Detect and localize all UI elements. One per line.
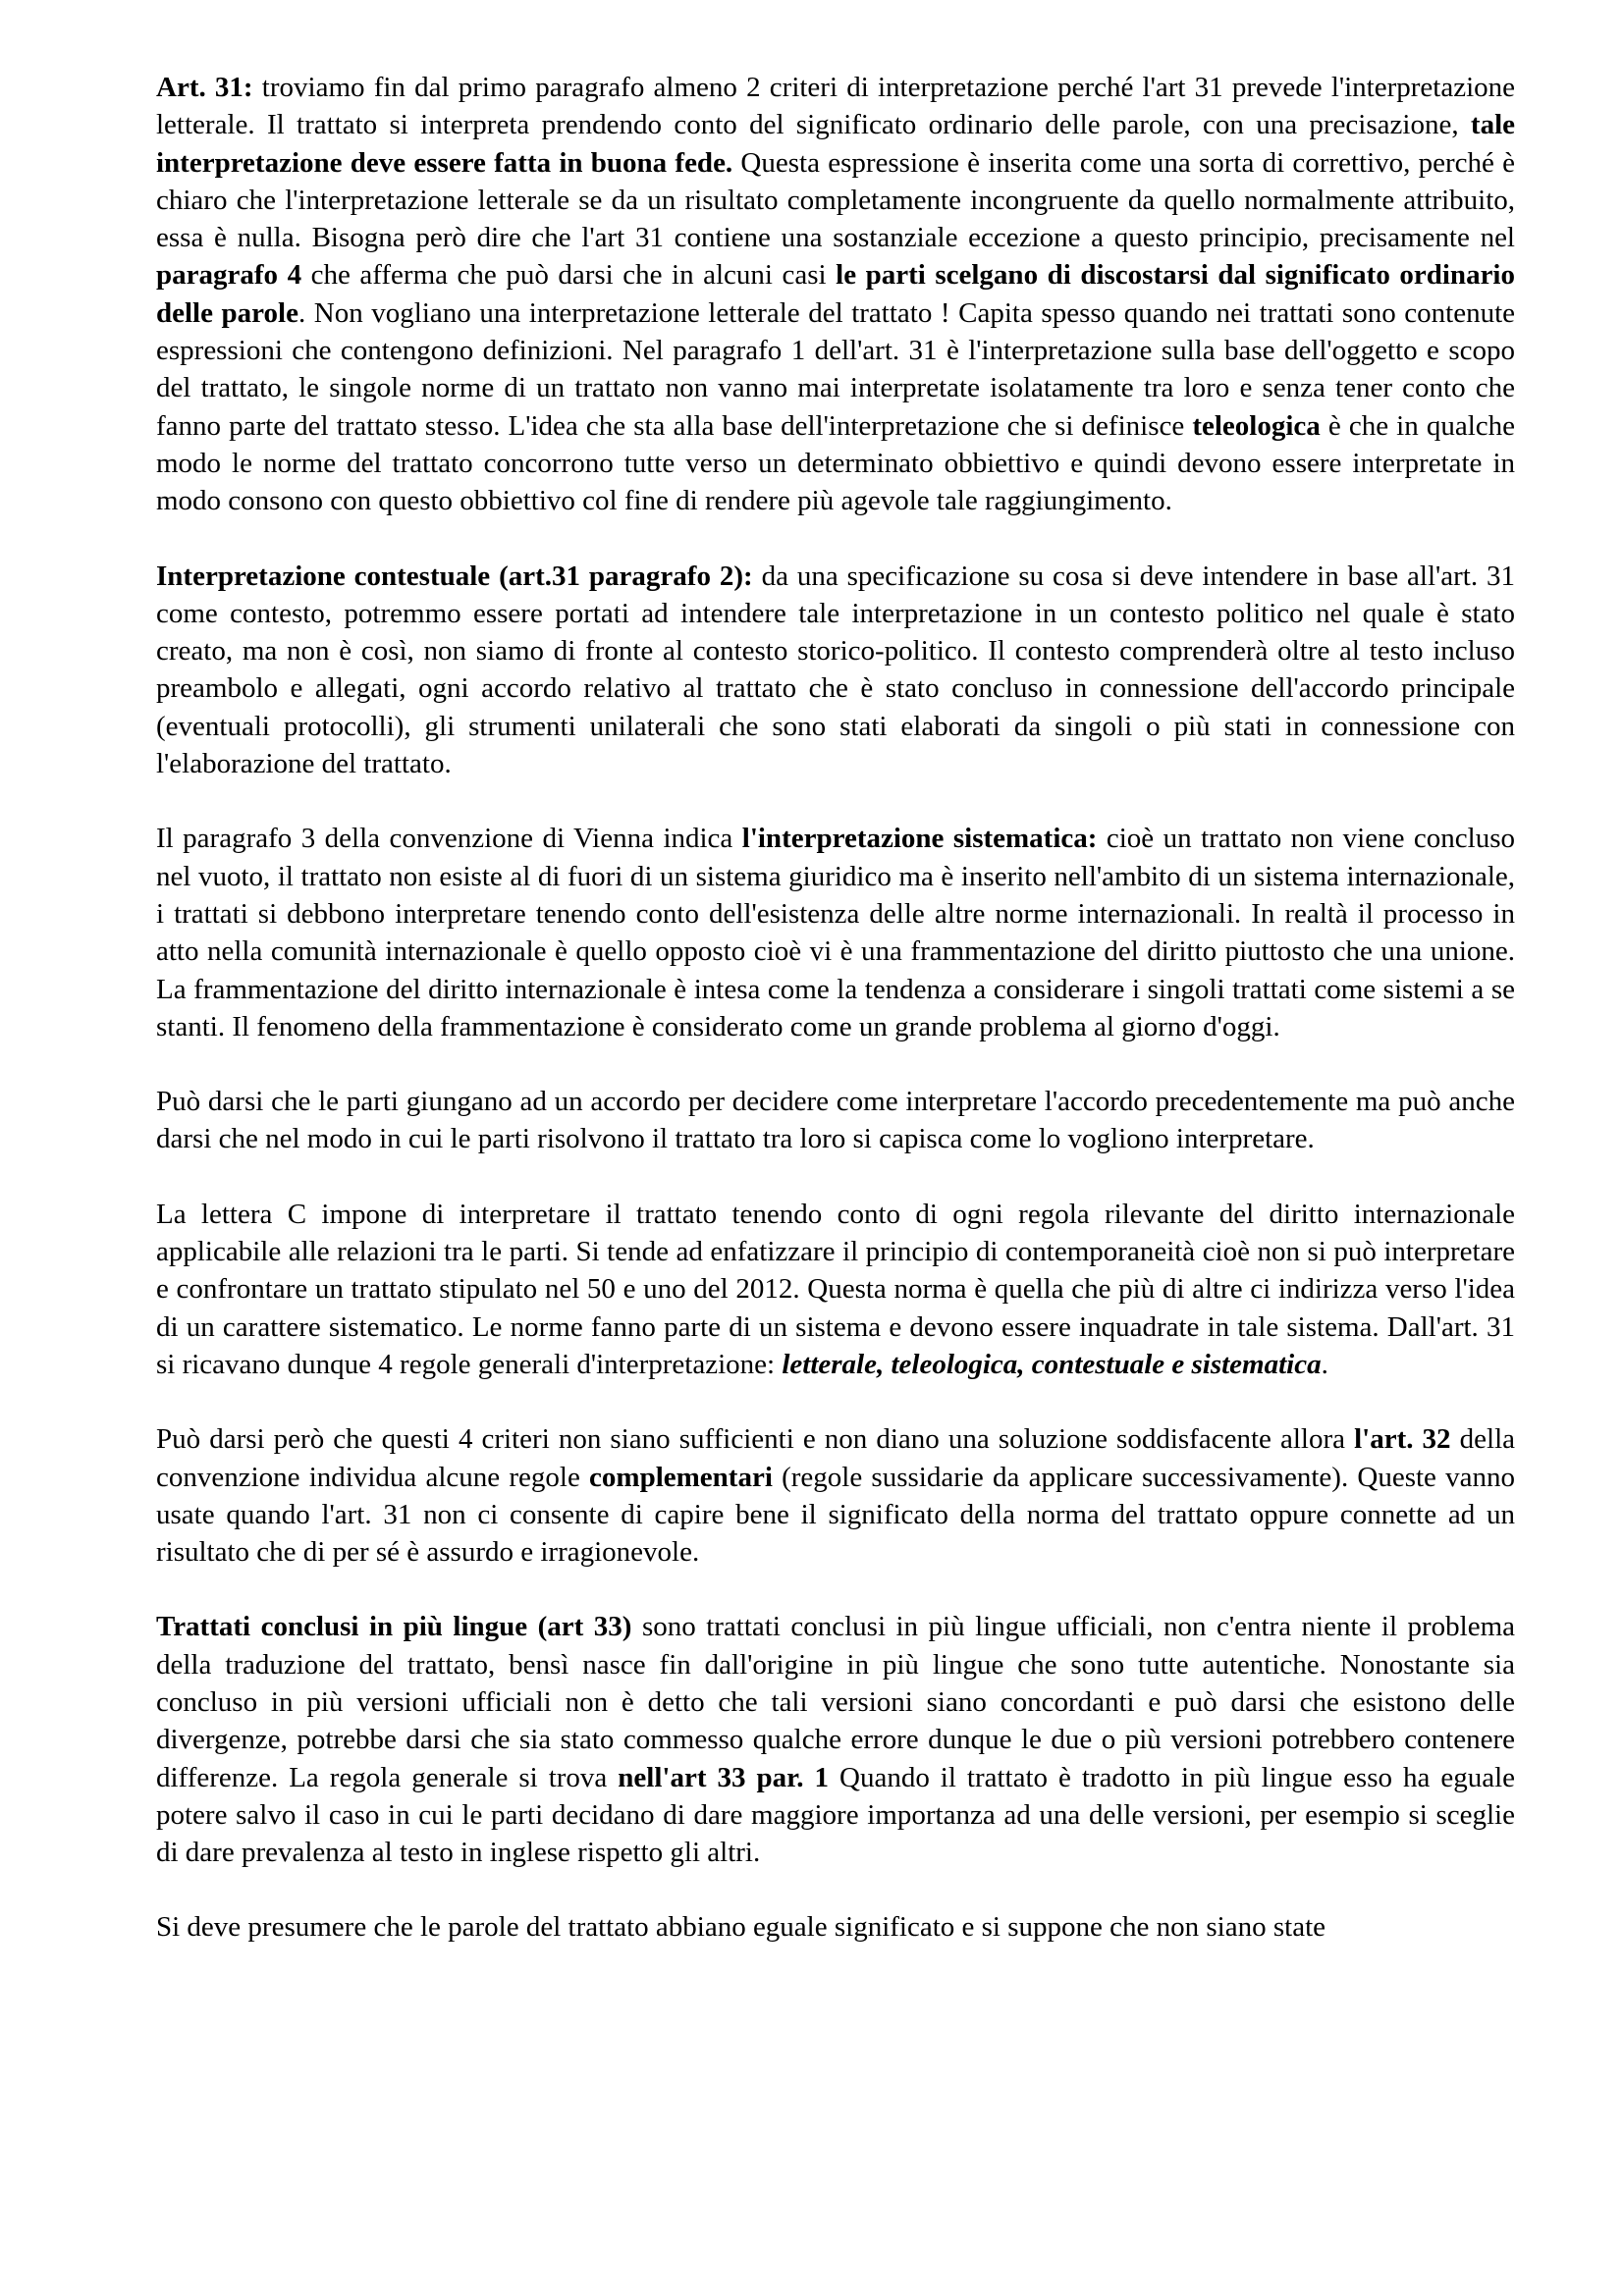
paragraph-lettera-c — [156, 1196, 1515, 1383]
bold-span: le parti scelgano di discostarsi dal significato ordinario delle parole — [156, 259, 1515, 329]
text-span: troviamo fin dal primo paragrafo almeno 2 criteri di interpretazione perché l'art 31 prevede l'interpretazione letterale. Il trattato si interpreta prendendo conto del significato ordinario delle parole, con una precisazione, — [156, 72, 1515, 141]
heading-art33: Trattati conclusi in più lingue (art 33) — [156, 1611, 632, 1643]
text-span: è che in qualche modo le norme del trattato concorrono tutte verso un determinato obbiettivo e quindi devono essere interpretate in modo consono con questo obbiettivo col fine di rendere più agevole tale raggiungimento. — [156, 409, 1515, 517]
bold-span: l'art. 32 — [1354, 1423, 1451, 1456]
bold-span: tale interpretazione deve essere fatta in buona fede. — [156, 109, 1515, 179]
text-span: . Non vogliano una interpretazione letterale del trattato ! Capita spesso quando nei trattati sono contenute espressioni che contengono definizioni. Nel paragrafo 1 dell'art. 31 è l'interpretazione sulla base dell'oggetto e scopo del trattato, le singole norme di un trattato non vanno mai interpretate isolatamente tra loro e senza tener conto che fanno parte del trattato stesso. L'idea che sta alla base dell'interpretazione che si definisce — [156, 296, 1516, 442]
text-span: Quando il trattato è tradotto in più lingue esso ha eguale potere salvo il caso in cui le parti decidano di dare maggiore importanza ad una delle versioni, per esempio si sceglie di dare prevalenza al testo in inglese rispetto gli altri. — [156, 1761, 1516, 1869]
bold-span: nell'art 33 par. 1 — [618, 1761, 830, 1793]
paragraph-interpretazione-sistematica — [156, 820, 1515, 1045]
bold-span: paragrafo 4 — [156, 259, 302, 292]
text-span: Si deve presumere che le parole del trattato abbiano eguale significato e si suppone che non siano state — [156, 1911, 1325, 1944]
text-span: Può darsi che le parti giungano ad un accordo per decidere come interpretare l'accordo precedentemente ma può anche darsi che nel modo in cui le parti risolvono il trattato tra loro si capisca come lo vogliono interpretare. — [156, 1086, 1515, 1155]
text-span: che afferma che può darsi che in alcuni casi — [301, 259, 837, 292]
text-span: Il paragrafo 3 della convenzione di Vienna indica — [156, 823, 742, 855]
text-span: della convenzione individua alcune regole — [156, 1423, 1516, 1493]
paragraph-art32 — [156, 1420, 1515, 1571]
paragraph-art31 — [156, 69, 1515, 520]
paragraph-final — [156, 1908, 1515, 1946]
text-span: La lettera C impone di interpretare il trattato tenendo conto di ogni regola rilevante del diritto internazionale applicabile alle relazioni tra le parti. Si tende ad enfatizzare il principio di contemporaneità cioè non si può interpretare e confrontare un trattato stipulato nel 50 e uno del 2012. Questa norma è quella che più di altre ci indirizza verso l'idea di un carattere sistematico. Le norme fanno parte di un sistema e devono essere inquadrate in tale sistema. Dall'art. 31 si ricavano dunque 4 regole generali d'interpretazione: — [156, 1198, 1515, 1380]
paragraph-accordo-parti — [156, 1083, 1515, 1158]
heading-art31: Art. 31: — [156, 72, 253, 103]
text-span: Questa espressione è inserita come una sorta di correttivo, perché è chiaro che l'interpretazione letterale se da un risultato completamente incongruente da quello normalmente attribuito, essa è nulla. Bisogna però dire che l'art 31 contiene una sostanziale eccezione a questo principio, precisamente nel — [156, 146, 1515, 254]
bold-italic-span: letterale, teleologica, contestuale e sistematica — [782, 1348, 1322, 1380]
text-span: cioè un trattato non viene concluso nel vuoto, il trattato non esiste al di fuori di un sistema giuridico ma è inserito nell'ambito di un sistema internazionale, i trattati si debbono interpretare tenendo conto dell'esistenza delle altre norme internazionali. In realtà il processo in atto nella comunità internazionale è quello opposto cioè vi è una frammentazione del diritto piuttosto che una unione. La frammentazione del diritto internazionale è intesa come la tendenza a considerare i singoli trattati come sistemi a se stanti. Il fenomeno della frammentazione è considerato come un grande problema al giorno d'oggi. — [156, 823, 1515, 1042]
bold-span: teleologica — [1192, 409, 1321, 442]
heading-contestuale: Interpretazione contestuale (art.31 paragrafo 2): — [156, 560, 753, 592]
bold-span: l'interpretazione sistematica: — [741, 823, 1098, 855]
text-span: . — [1321, 1348, 1328, 1380]
paragraph-interpretazione-contestuale — [156, 558, 1515, 783]
text-span: da una specificazione su cosa si deve intendere in base all'art. 31 come contesto, potremmo essere portati ad intendere tale interpretazione in un contesto politico nel quale è stato creato, ma non è così, non siamo di fronte al contesto storico-politico. Il contesto comprenderà oltre al testo incluso preambolo e allegati, ogni accordo relativo al trattato che è stato concluso in connessione dell'accordo principale (eventuali protocolli), gli strumenti unilaterali che sono stati elaborati da singoli o più stati in connessione con l'elaborazione del trattato. — [156, 560, 1515, 780]
paragraph-art33 — [156, 1608, 1515, 1871]
bold-span: complementari — [589, 1461, 773, 1493]
text-span: sono trattati conclusi in più lingue ufficiali, non c'entra niente il problema della traduzione del trattato, bensì nasce fin dall'origine in più lingue che sono tutte autentiche. Nonostante sia concluso in più versioni ufficiali non è detto che tali versioni siano concordanti e può darsi che esistono delle divergenze, potrebbe darsi che sia stato commesso qualche errore dunque le due o più versioni potrebbero contenere differenze. La regola generale si trova — [156, 1611, 1515, 1793]
text-span: Può darsi però che questi 4 criteri non siano sufficienti e non diano una soluzione soddisfacente allora — [156, 1423, 1355, 1456]
document-page — [156, 69, 1515, 1947]
text-span: (regole sussidarie da applicare successivamente). Queste vanno usate quando l'art. 31 non ci consente di capire bene il significato della norma del trattato oppure connette ad un risultato che di per sé è assurdo e irragionevole. — [156, 1461, 1516, 1569]
